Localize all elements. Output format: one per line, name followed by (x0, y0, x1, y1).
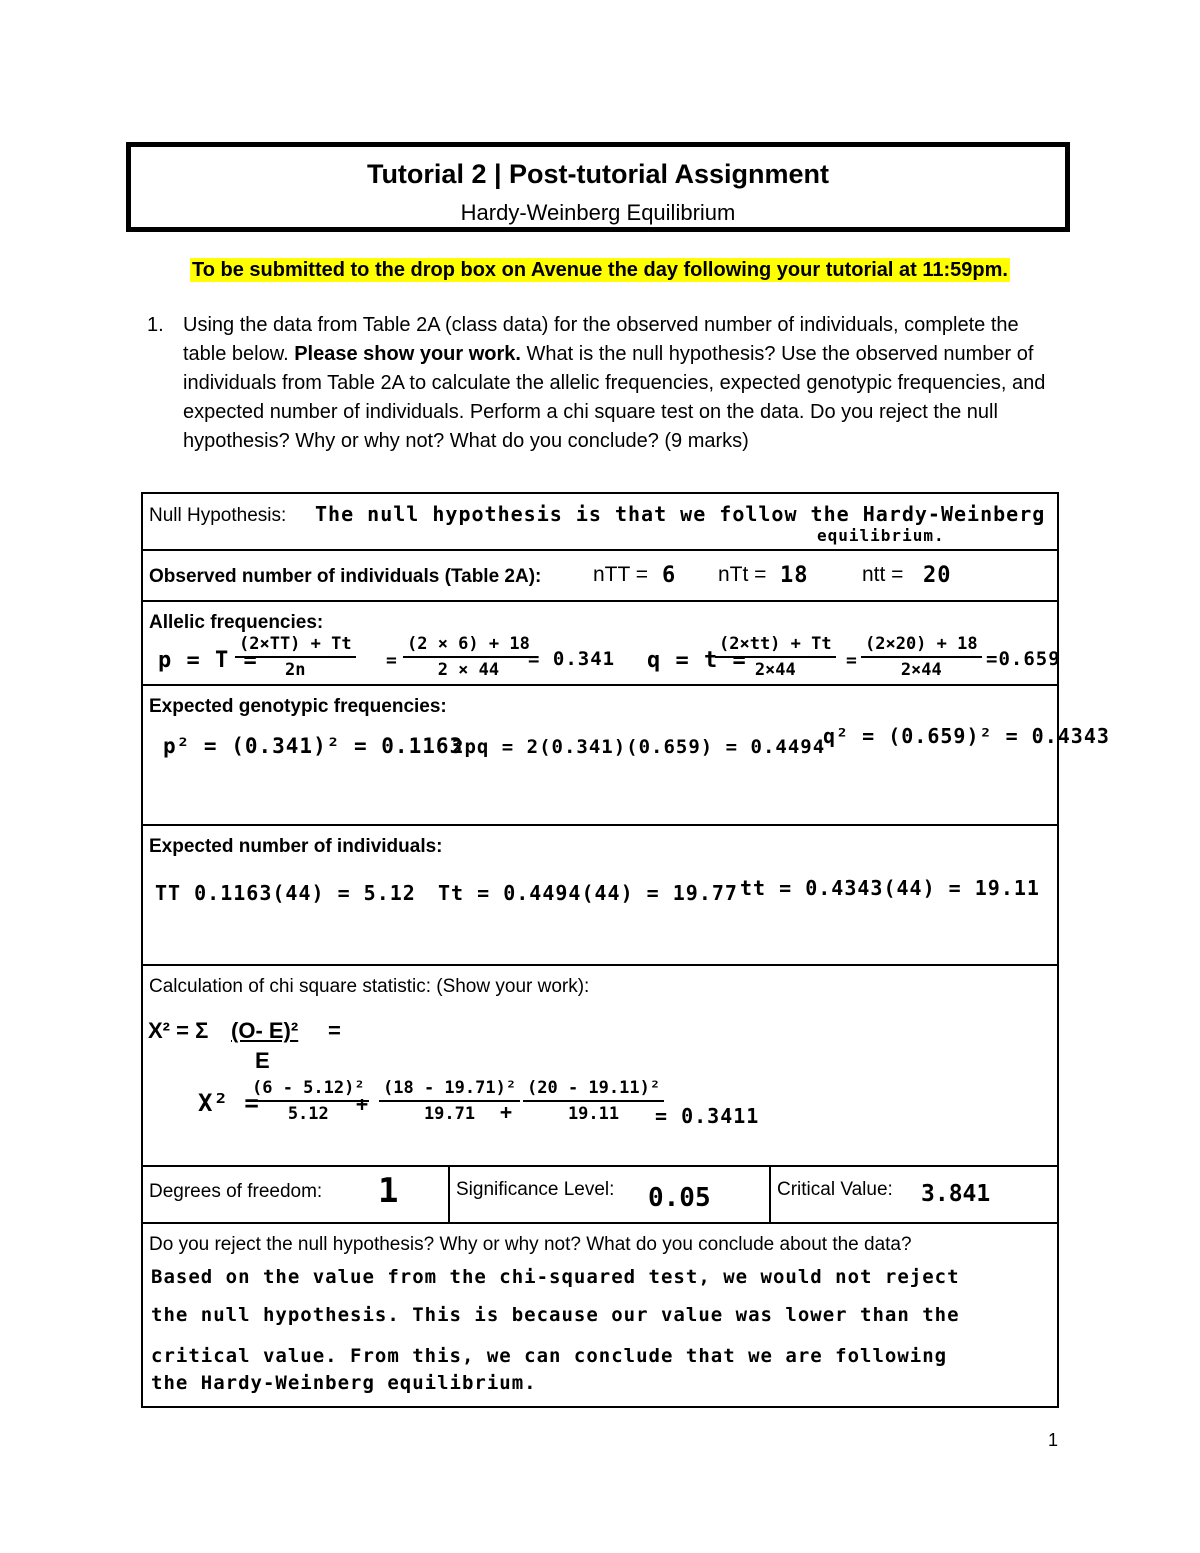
expected-label: Expected number of individuals: (149, 836, 443, 857)
q-values-numerator: (2×20) + 18 (861, 634, 982, 658)
title-box (126, 142, 1070, 232)
null-hypothesis-label: Null Hypothesis: (149, 505, 287, 526)
p-values-denominator: 2 × 44 (437, 660, 500, 680)
q-formula-fraction (715, 634, 836, 680)
p-squared: p² = (0.341)² = 0.1163 (163, 734, 464, 758)
chi-formula-numerator: (O- E)² (231, 1018, 299, 1043)
p-formula-numerator: (2×TT) + Tt (235, 634, 356, 658)
q-values-denominator: 2×44 (900, 660, 942, 680)
chi-term-2-denominator: 19.71 (423, 1104, 476, 1124)
chi-result: = 0.3411 (655, 1104, 760, 1128)
p-values-numerator: (2 × 6) + 18 (403, 634, 534, 658)
q-values-fraction (861, 634, 982, 680)
n-tt-label: ntt = (862, 563, 904, 586)
chi-term-3-denominator: 19.11 (567, 1104, 620, 1124)
conclusion-line-1: Based on the value from the chi-squared test, we would not reject (151, 1266, 960, 1288)
crit-value: 3.841 (921, 1181, 991, 1207)
p-equals: = (386, 650, 398, 671)
chi-plus-2: + (500, 1100, 514, 1124)
critical-value-cell (769, 1167, 1057, 1222)
chi-term-3-numerator: (20 - 19.11)² (523, 1078, 664, 1102)
df-value: 1 (378, 1171, 400, 1211)
chi-formula-denominator: E (255, 1048, 270, 1073)
genotypic-frequencies-row (143, 686, 1110, 826)
chi-plus-1: + (356, 1092, 370, 1116)
n-tt-value: 20 (923, 563, 952, 588)
observed-row (143, 551, 1057, 602)
genotypic-label: Expected genotypic frequencies: (149, 696, 447, 717)
null-hypothesis-answer-line2: equilibrium. (817, 526, 945, 545)
two-pq: 2pq = 2(0.341)(0.659) = 0.4494 (452, 736, 826, 758)
q-lhs: q = t = (647, 648, 747, 673)
expected-Tt: Tt = 0.4494(44) = 19.77 (438, 881, 738, 905)
n-Tt-label: nTt = (718, 563, 767, 586)
q-formula-numerator: (2×tt) + Tt (715, 634, 836, 658)
q-result: =0.659 (986, 648, 1061, 670)
sig-label: Significance Level: (456, 1179, 615, 1200)
chi-term-1-denominator: 5.12 (287, 1104, 329, 1124)
conclusion-label: Do you reject the null hypothesis? Why or why not? What do you conclude about the data? (149, 1234, 912, 1255)
test-parameters-row (143, 1167, 1057, 1224)
submission-notice (0, 259, 1200, 282)
expected-individuals-row (143, 826, 1057, 966)
expected-TT: TT 0.1163(44) = 5.12 (155, 881, 416, 905)
chi-term-3 (523, 1078, 664, 1124)
q-formula-denominator: 2×44 (754, 660, 796, 680)
chi-term-2-numerator: (18 - 19.71)² (379, 1078, 520, 1102)
conclusion-line-2: the null hypothesis. This is because our value was lower than the (151, 1304, 960, 1326)
significance-level-cell (448, 1167, 769, 1222)
q-equals: = (846, 650, 858, 671)
chi-label: Calculation of chi square statistic: (Show your work): (149, 976, 590, 997)
conclusion-line-3: critical value. From this, we can conclude that we are following (151, 1345, 948, 1367)
expected-tt: tt = 0.4343(44) = 19.11 (740, 876, 1040, 900)
p-result: = 0.341 (528, 648, 616, 670)
n-Tt-value: 18 (780, 563, 809, 588)
page-subtitle: Hardy-Weinberg Equilibrium (460, 200, 736, 225)
chi-term-1 (248, 1078, 369, 1124)
allelic-frequencies-row (143, 602, 1061, 686)
n-TT-value: 6 (662, 563, 677, 588)
p-formula-fraction (235, 634, 356, 680)
conclusion-row (143, 1224, 1057, 1406)
chi-formula-equals: = (328, 1018, 341, 1043)
chi-term-1-numerator: (6 - 5.12)² (248, 1078, 369, 1102)
notice-highlight: To be submitted to the drop box on Avenue the day following your tutorial at 11:59pm. (192, 259, 1008, 281)
allelic-label: Allelic frequencies: (149, 612, 324, 633)
question-1 (147, 311, 1062, 456)
q-squared: q² = (0.659)² = 0.4343 (823, 724, 1110, 748)
chi-term-2 (379, 1078, 520, 1124)
degrees-of-freedom-cell (143, 1167, 448, 1222)
observed-label: Observed number of individuals (Table 2A): (149, 566, 542, 587)
n-TT-label: nTT = (593, 563, 649, 586)
page-number: 1 (1048, 1430, 1059, 1450)
question-text-part1: Using the data from Table 2A (class data) for the observed number of individuals, complete the table below. (183, 314, 1019, 365)
chi-formula-lhs: X² = Σ (148, 1018, 209, 1043)
p-lhs: p = T = (158, 648, 258, 673)
p-values-fraction (403, 634, 534, 680)
null-hypothesis-answer-line1: The null hypothesis is that we follow the Hardy-Weinberg (315, 502, 1046, 526)
crit-label: Critical Value: (777, 1179, 893, 1200)
null-hypothesis-row (143, 494, 1057, 551)
question-text-part2: What is the null hypothesis? Use the observed number of individuals from Table 2A to calculate the allelic frequencies, expected genotypic frequencies, and expected number of individuals. Perform a chi square test on the data. Do you reject the null hypothesis? Why or why not? What do you conclude? (9 marks) (183, 343, 1046, 452)
question-text (183, 311, 1062, 456)
sig-value: 0.05 (648, 1183, 711, 1213)
chi-lhs: X² = (198, 1089, 260, 1117)
answer-table (141, 492, 1110, 1408)
chi-square-row (143, 966, 1057, 1167)
conclusion-line-4: the Hardy-Weinberg equilibrium. (151, 1372, 537, 1394)
question-number: 1. (147, 314, 164, 336)
df-label: Degrees of freedom: (149, 1181, 323, 1202)
question-text-bold: Please show your work. (294, 343, 521, 365)
p-formula-denominator: 2n (285, 660, 306, 680)
page-title: Tutorial 2 | Post-tutorial Assignment (366, 159, 830, 189)
